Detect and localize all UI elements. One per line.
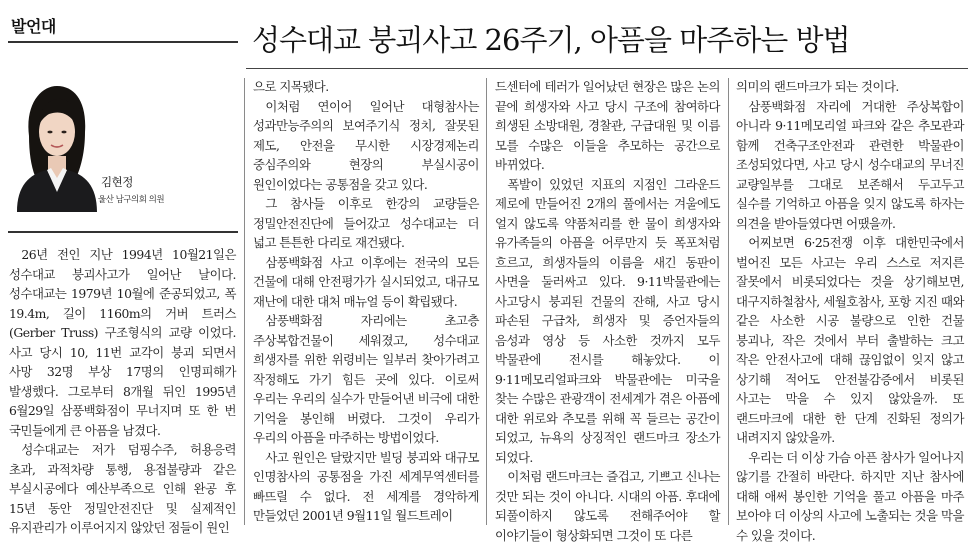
article-paragraph: 으로 지목됐다. [253,77,479,97]
article-paragraph: 26년 전인 지난 1994년 10월21일은 성수대교 붕괴사고가 일어난 날이다. 성수대교는 1979년 10월에 준공되었고, 폭 19.4m, 길이 1160m의 거버 트러스(Gerber Truss) 구조형식의 교량 이었다. 사고 당시 10, 11번 교각이 붕괴 되면서 사망 32명 부상 17명의 인명피해가 발생했다. 그로부터 8개월 뒤인 1995년 6월29일 삼풍백화점이 무너지며 또 한 번 국민들에게 큰 아픔을 남겼다. [9,245,236,440]
section-label-rule [8,41,238,43]
article-headline: 성수대교 붕괴사고 26주기, 아픔을 마주하는 방법 [252,18,849,59]
column-divider [244,78,245,525]
author-rule [8,231,238,233]
author-role: 울산 남구의회 의원 [98,193,164,205]
author-name: 김현정 [101,174,133,190]
article-paragraph: 삼풍백화점 자리에는 초고층 주상복합건물이 세워졌고, 성수대교 희생자를 위한 위령비는 일부러 찾아가려고 작정해도 가기 힘든 곳에 있다. 이로써 우리는 우리의 실수가 만들어낸 비극에 대한 기억을 봉인해 버렸다. 그것이 우리가 우리의 아픔을 마주하는 방법이었다. [253,311,479,448]
article-column-1 [9,245,236,525]
article-paragraph: 어찌보면 6·25전쟁 이후 대한민국에서 벌어진 모든 사고는 우리 스스로 저지른 잘못에서 비롯되었다는 것을 상기해보면, 대구지하철참사, 세월호참사, 포항 지진 때와 같은 사소한 시공 불량으로 인한 건물 붕괴나, 작은 것에서 부터 출발하는 크고 작은 안전사고에 대해 끊임없이 잊지 않고 상기해 적어도 안전불감증에서 비롯된 사고는 막을 수 있지 않았을까. 또 랜드마크에 대한 한 단계 진화된 정의가 내려지지 않았을까. [736,233,964,448]
article-paragraph: 사고 원인은 달랐지만 빌딩 붕괴와 대규모 인명참사의 공통점을 가진 세계무역센터를 빠뜨릴 수 없다. 전 세계를 경악하게 만들었던 2001년 9월11일 월드트레이 [253,448,479,526]
article-paragraph: 이처럼 랜드마크는 즐겁고, 기쁘고 신나는 것만 되는 것이 아니다. 시대의 아픔. 후대에 되풀이하지 않도록 전해주어야 할 이야기들이 형상화되면 그것이 또 다른 [495,467,720,545]
article-paragraph: 의미의 랜드마크가 되는 것이다. [736,77,964,97]
article-column-2 [253,77,479,525]
article-paragraph: 성수대교는 저가 덤핑수주, 허용응력 초과, 과적차량 통행, 용접불량과 같은 부실시공에다 예산부족으로 인해 완공 후 15년 동안 정밀안전진단 및 실제적인 유지관리가 이루어지지 않았던 점들이 원인 [9,440,236,538]
article-paragraph: 이처럼 연이어 일어난 대형참사는 성과만능주의의 보여주기식 정치, 잘못된 제도, 안전을 무시한 시장경제논리 중심주의와 현장의 부실시공이 원인이었다는 공통점을 갖고 있다. [253,97,479,195]
column-divider [486,78,487,525]
article-paragraph: 폭발이 있었던 지표의 지점인 그라운드 제로에 만들어진 2개의 풀에서는 겨울에도 얼지 않도록 약품처리를 한 물이 희생자와 유가족들의 아픔을 어루만지 듯 폭포처럼 흐르고, 희생자들의 이름을 새긴 동판이 사면을 둘러싸고 있다. 9·11박물관에는 사고당시 붕괴된 건물의 잔해, 사고 당시 파손된 구급차, 희생자 및 증언자들의 음성과 영상 등 사소한 것까지 모두 박물관에 전시를 해놓았다. 이 9·11메모리얼파크와 박물관에는 미국을 찾는 수많은 관광객이 전세계가 겪은 아픔에 대한 위로와 추모를 위해 꼭 들르는 공간이 되었고, 뉴욕의 상징적인 랜드마크 장소가 되었다. [495,175,720,468]
article-paragraph: 우리는 더 이상 가슴 아픈 참사가 일어나지 않기를 간절히 바란다. 하지만 지난 참사에 대해 애써 봉인한 기억을 풀고 아픔을 마주 보아야 더 이상의 사고에 노출되는 것을 막을 수 있을 것이다. [736,448,964,545]
article-paragraph: 삼풍백화점 사고 이후에는 전국의 모든 건물에 대해 안전평가가 실시되었고, 대규모 재난에 대한 대처 매뉴얼 등이 확립됐다. [253,253,479,312]
section-label: 발언대 [11,14,56,37]
article-column-3 [495,77,720,525]
article-paragraph: 삼풍백화점 자리에 거대한 주상복합이 아니라 9·11메모리얼 파크와 같은 추모관과 함께 건축구조안전과 관련한 박물관이 조성되었다면, 사고 당시 성수대교의 무너진 교량일부를 그대로 보존해서 두고두고 실수를 기억하고 아픔을 잊지 않도록 하자는 의견을 받아들였다면 어땠을까. [736,97,964,234]
article-paragraph: 그 참사들 이후로 한강의 교량들은 정밀안전진단에 들어갔고 성수대교는 더 넓고 튼튼한 다리로 재건됐다. [253,194,479,253]
article-column-4 [736,77,964,525]
author-portrait [11,74,99,212]
column-divider [728,78,729,525]
article-paragraph: 드센터에 테러가 일어났던 현장은 많은 논의 끝에 희생자와 사고 당시 구조에 참여하다 희생된 소방대원, 경찰관, 구급대원 및 이름 모를 수많은 이들을 추모하는 공간으로 바뀌었다. [495,77,720,175]
headline-rule [246,68,968,69]
